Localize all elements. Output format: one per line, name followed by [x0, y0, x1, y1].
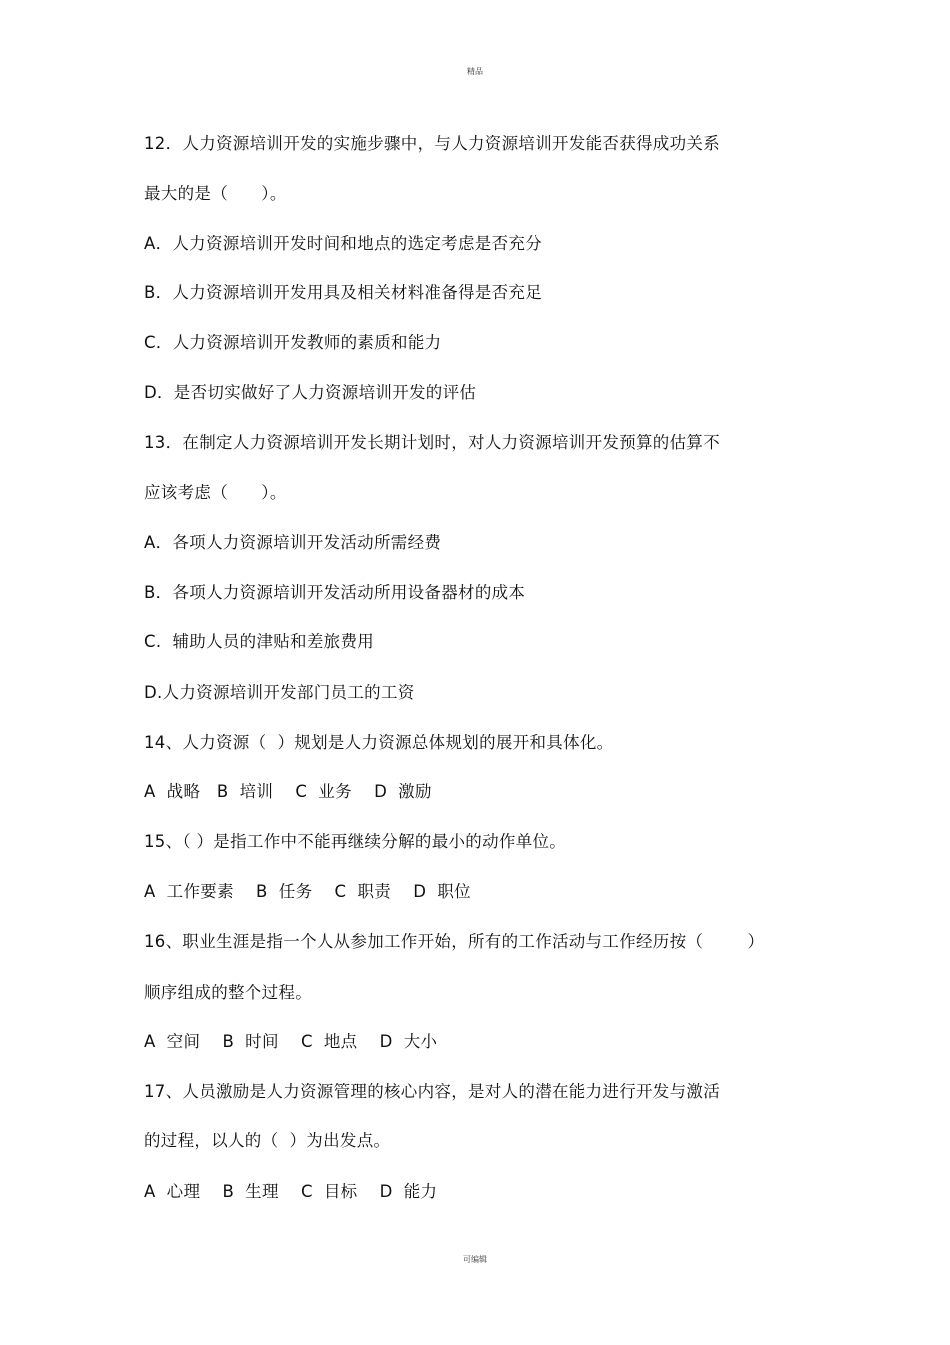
- question-15-line-1: 15、（ ）是指工作中不能再继续分解的最小的动作单位。: [144, 832, 567, 851]
- question-17-line-1: 17、人员激励是人力资源管理的核心内容，是对人的潜在能力进行开发与激活: [144, 1082, 720, 1101]
- page-header-mark: 精品: [467, 67, 483, 76]
- question-12-option-b: B．人力资源培训开发用具及相关材料准备得是否充足: [144, 283, 543, 302]
- question-12-option-d: D．是否切实做好了人力资源培训开发的评估: [144, 383, 477, 402]
- question-13-line-1: 13．在制定人力资源培训开发长期计划时，对人力资源培训开发预算的估算不: [144, 433, 720, 452]
- question-17-options: A 心理 B 生理 C 目标 D 能力: [144, 1182, 438, 1201]
- question-13-option-c: C. 辅助人员的津贴和差旅费用: [144, 632, 375, 651]
- page-footer-mark: 可编辑: [463, 1255, 487, 1264]
- question-13-option-d: D.人力资源培训开发部门员工的工资: [144, 683, 415, 702]
- question-14-options: A 战略 B 培训 C 业务 D 激励: [144, 782, 432, 801]
- question-12-line-1: 12．人力资源培训开发的实施步骤中，与人力资源培训开发能否获得成功关系: [144, 134, 720, 153]
- question-16-options: A 空间 B 时间 C 地点 D 大小: [144, 1032, 438, 1051]
- question-13-option-b: B．各项人力资源培训开发活动所用设备器材的成本: [144, 583, 526, 602]
- question-17-line-2: 的过程，以人的（ ）为出发点。: [144, 1131, 391, 1150]
- question-16-line-1: 16、职业生涯是指一个人从参加工作开始，所有的工作活动与工作经历按（ ）: [144, 932, 765, 951]
- question-13-option-a: A．各项人力资源培训开发活动所需经费: [144, 533, 442, 552]
- question-12-line-2: 最大的是（ ）。: [144, 184, 287, 203]
- question-14-line-1: 14、人力资源（ ）规划是人力资源总体规划的展开和具体化。: [144, 733, 614, 752]
- question-12-option-a: A．人力资源培训开发时间和地点的选定考虑是否充分: [144, 234, 542, 253]
- question-16-line-2: 顺序组成的整个过程。: [144, 983, 312, 1002]
- question-12-option-c: C．人力资源培训开发教师的素质和能力: [144, 333, 442, 352]
- question-13-line-2: 应该考虑（ ）。: [144, 483, 287, 502]
- question-15-options: A 工作要素 B 任务 C 职责 D 职位: [144, 882, 471, 901]
